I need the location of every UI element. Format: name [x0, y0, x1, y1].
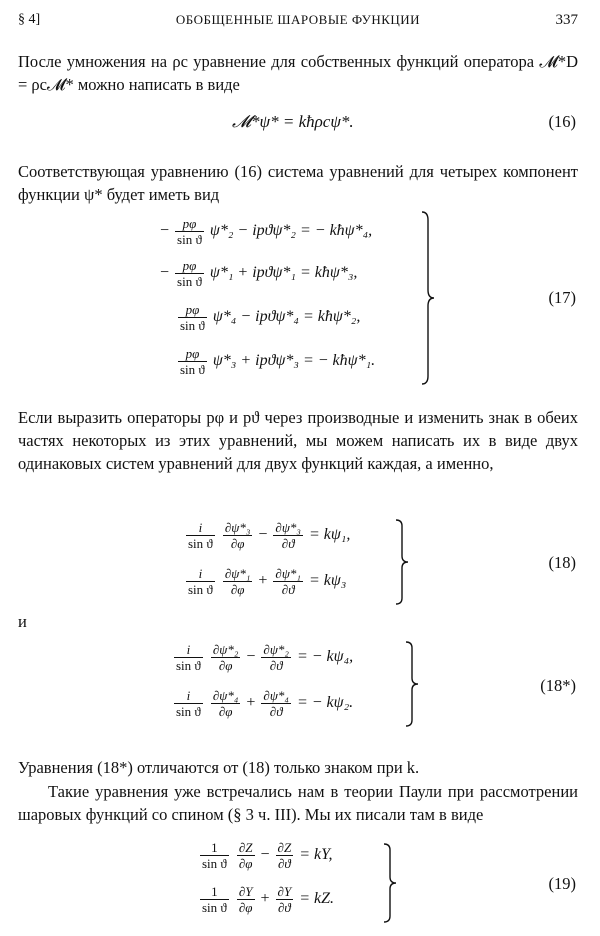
- eq17-line-1-frac-num: pφ: [175, 216, 204, 232]
- equation-number-18-star: (18*): [540, 676, 576, 695]
- eq18s-line-1: [172, 642, 353, 673]
- eq19-l2-op: +: [260, 890, 270, 908]
- eq18-l1-a-num: i: [186, 520, 215, 536]
- eq17-line-3-frac-num: pφ: [178, 302, 207, 318]
- eq17-line-3-frac-den: sin ϑ: [180, 318, 205, 333]
- eq19-l1-c-num: ∂Z: [277, 840, 292, 855]
- eq19-l1-a-num: 1: [200, 840, 229, 856]
- eq18-l2-rhs: = kψ₃: [308, 572, 347, 590]
- eq18s-l1-c-den: ∂ϑ: [269, 658, 283, 673]
- eq18s-l1-b-den: ∂φ: [218, 658, 233, 673]
- eq18s-line-2-frac-a: [174, 688, 203, 719]
- equation-16: 𝓜*ψ* = kħρcψ*.: [232, 112, 354, 131]
- eq18-line-2-frac-c: [273, 566, 303, 597]
- equation-number-17: (17): [548, 288, 576, 307]
- eq18s-l2-c-den: ∂ϑ: [269, 704, 283, 719]
- eq18-l1-c-den: ∂ϑ: [281, 536, 295, 551]
- eq18-l1-b-den: ∂φ: [230, 536, 245, 551]
- eq19-line-2: [198, 884, 334, 915]
- eq18-l1-a-den: sin ϑ: [188, 536, 213, 551]
- eq18s-l2-a-num: i: [174, 688, 203, 704]
- eq19-line-2-frac-a: [200, 884, 229, 915]
- eq17-line-3-fraction: [178, 302, 207, 333]
- eq18s-l2-b-den: ∂φ: [218, 704, 233, 719]
- eq17-line-4-mid: ψ*₃ + ipϑψ*₃: [212, 352, 299, 370]
- eq19-l2-a-num: 1: [200, 884, 229, 900]
- eq17-line-1-lead: −: [160, 222, 170, 240]
- eq18s-l1-b-num: ∂ψ*₂: [212, 642, 239, 657]
- eq18-l1-b-num: ∂ψ*₃: [224, 520, 251, 535]
- eq19-l1-a-den: sin ϑ: [202, 856, 227, 871]
- conjunction-and: и: [18, 612, 27, 631]
- eq19-line-1-frac-b: [237, 840, 255, 871]
- eq17-line-4-frac-den: sin ϑ: [180, 362, 205, 377]
- running-title: ОБОБЩЕННЫЕ ШАРОВЫЕ ФУНКЦИИ: [175, 12, 421, 27]
- eq19-l2-b-num: ∂Y: [238, 884, 253, 899]
- eq18-l2-b-num: ∂ψ*₁: [224, 566, 251, 581]
- eq17-line-4-rhs: = − kħψ*₁.: [302, 352, 376, 370]
- eq18-line-1-frac-c: [273, 520, 303, 551]
- paragraph-3: Если выразить операторы pφ и pϑ через производные и изменить знак в обеих частях некоторых из этих уравнений, мы можем написать их в виде двух одинаковых систем уравнений для двух функций каждая, а именно,: [18, 408, 578, 473]
- eq18s-l2-rhs: = − kψ₂.: [296, 694, 354, 712]
- page-number: 337: [555, 12, 578, 28]
- eq18s-line-1-frac-b: [211, 642, 241, 673]
- eq18s-l2-c-num: ∂ψ*₄: [263, 688, 289, 703]
- eq19-l1-c-den: ∂ϑ: [277, 856, 291, 871]
- equation-number-18: (18): [548, 553, 576, 572]
- eq17-line-2-lead: −: [160, 264, 170, 282]
- page-header: [18, 12, 578, 32]
- eq19-line-1-frac-c: [276, 840, 294, 871]
- eq18-line-2-frac-b: [223, 566, 253, 597]
- eq18-line-2-frac-a: [186, 566, 215, 597]
- eq19-brace: [382, 842, 398, 924]
- eq18-l2-a-den: sin ϑ: [188, 582, 213, 597]
- section-marker: § 4]: [18, 12, 41, 27]
- eq17-line-2-fraction: [175, 258, 204, 289]
- equation-number-16: (16): [548, 112, 576, 131]
- eq18-line-2: [184, 566, 346, 597]
- eq18-l1-op: −: [258, 526, 268, 544]
- eq19-line-1: [198, 840, 333, 871]
- eq18s-line-2: [172, 688, 353, 719]
- eq18s-l1-op: −: [246, 648, 256, 666]
- eq19-l2-rhs: = kZ.: [299, 890, 334, 908]
- eq18s-l1-a-num: i: [174, 642, 203, 658]
- eq18-l2-a-num: i: [186, 566, 215, 582]
- eq17-brace: [420, 210, 436, 386]
- eq18-l2-c-den: ∂ϑ: [281, 582, 295, 597]
- eq18-line-1: [184, 520, 350, 551]
- eq18-l2-op: +: [258, 572, 268, 590]
- eq17-line-1-rhs: = − kħψ*₄,: [299, 222, 373, 240]
- eq19-l2-a-den: sin ϑ: [202, 900, 227, 915]
- eq17-line-1-fraction: [175, 216, 204, 247]
- eq18s-l1-c-num: ∂ψ*₂: [263, 642, 289, 657]
- eq19-line-1-frac-a: [200, 840, 229, 871]
- eq17-line-2-mid: ψ*₁ + ipϑψ*₁: [209, 264, 296, 282]
- eq17-line-1-frac-den: sin ϑ: [177, 232, 202, 247]
- eq18-brace: [394, 518, 410, 606]
- eq17-line-1-mid: ψ*₂ − ipϑψ*₂: [209, 222, 296, 240]
- eq17-line-4-fraction: [178, 346, 207, 377]
- eq18s-l1-a-den: sin ϑ: [176, 658, 201, 673]
- eq18-line-1-frac-b: [223, 520, 253, 551]
- eq18s-line-1-frac-c: [261, 642, 291, 673]
- eq19-l2-c-den: ∂ϑ: [277, 900, 291, 915]
- eq17-line-4-frac-num: pφ: [178, 346, 207, 362]
- paragraph-2: Соответствующая уравнению (16) система уравнений для четырех компонент функции ψ* будет иметь вид: [18, 162, 578, 204]
- eq18-line-1-frac-a: [186, 520, 215, 551]
- eq18s-l1-rhs: = − kψ₄,: [296, 648, 354, 666]
- eq18s-l2-op: +: [246, 694, 256, 712]
- eq18-l1-rhs: = kψ₁,: [308, 526, 351, 544]
- paragraph-4: Уравнения (18*) отличаются от (18) только знаком при k.: [18, 758, 420, 777]
- eq18s-line-1-frac-a: [174, 642, 203, 673]
- eq18-l1-c-num: ∂ψ*₃: [275, 520, 301, 535]
- paragraph-5: Такие уравнения уже встречались нам в теории Паули при рассмотрении шаровых функций со спином (§ 3 ч. III). Мы их писали там в виде: [18, 782, 578, 824]
- eq17-line-4: [176, 346, 375, 377]
- eq18s-line-2-frac-b: [211, 688, 241, 719]
- eq18s-l2-b-num: ∂ψ*₄: [212, 688, 239, 703]
- eq17-line-1: [160, 216, 372, 247]
- eq19-l1-b-den: ∂φ: [238, 856, 253, 871]
- eq18s-l2-a-den: sin ϑ: [176, 704, 201, 719]
- eq17-line-3: [176, 302, 360, 333]
- eq19-l1-rhs: = kY,: [299, 846, 333, 864]
- eq19-l2-c-num: ∂Y: [277, 884, 292, 899]
- eq18s-brace: [404, 640, 420, 728]
- eq17-line-2-rhs: = kħψ*₃,: [299, 264, 358, 282]
- eq19-l1-b-num: ∂Z: [238, 840, 253, 855]
- eq17-line-2-frac-den: sin ϑ: [177, 274, 202, 289]
- eq17-line-2: [160, 258, 357, 289]
- eq18-l2-c-num: ∂ψ*₁: [275, 566, 301, 581]
- equation-number-19: (19): [548, 874, 576, 893]
- eq17-line-3-mid: ψ*₄ − ipϑψ*₄: [212, 308, 299, 326]
- eq19-l1-op: −: [260, 846, 270, 864]
- eq19-line-2-frac-c: [276, 884, 294, 915]
- eq19-line-2-frac-b: [237, 884, 255, 915]
- paragraph-1: После умножения на ρc уравнение для собственных функций оператора 𝓜*D = ρc𝓜* можно написать в виде: [18, 52, 578, 94]
- eq18s-line-2-frac-c: [261, 688, 291, 719]
- eq17-line-3-rhs: = kħψ*₂,: [302, 308, 361, 326]
- eq17-line-2-frac-num: pφ: [175, 258, 204, 274]
- eq18-l2-b-den: ∂φ: [230, 582, 245, 597]
- eq19-l2-b-den: ∂φ: [238, 900, 253, 915]
